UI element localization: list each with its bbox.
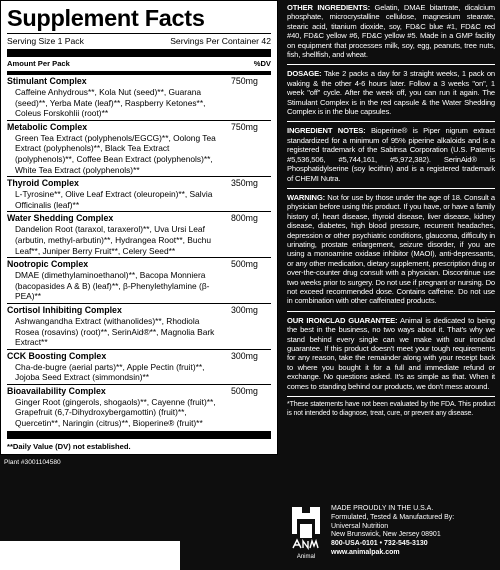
group-ingredients: DMAE (dimethylaminoethanol)**, Bacopa Monniera (bacopasides A & B) (leaf)**, β-Phenylethylamine (β-PEA)** xyxy=(15,270,210,302)
group-ingredients: Caffeine Anhydrous**, Kola Nut (seed)**, Guarana (seed)**, Yerba Mate (leaf)**, Raspberry Ketones**, Coleus Forskohlii (root)** xyxy=(15,87,206,119)
ingredient-group xyxy=(7,213,271,256)
group-amount: 500mg xyxy=(231,259,258,270)
manufactured-by: Formulated, Tested & Manufactured By: xyxy=(331,513,455,521)
divider xyxy=(287,396,495,397)
group-amount: 500mg xyxy=(231,385,258,396)
group-name: Bioavailability Complex xyxy=(7,385,106,396)
supplement-facts-title: Supplement Facts xyxy=(7,5,205,31)
other-ingredients xyxy=(287,3,495,59)
logo-wordmark: Animal xyxy=(296,554,316,560)
fda-disclaimer: *These statements have not been evaluated by the FDA. This product is not intended to diagnose, treat, cure, or prevent any disease. xyxy=(287,401,495,417)
group-amount: 350mg xyxy=(231,178,258,189)
amount-per-pack-label: Amount Per Pack xyxy=(7,59,70,68)
dosage-text: Take 2 packs a day for 3 straight weeks, 1 pack on waking & the other 4-6 hours later. Follow a 3 weeks "on", 1 week "off" cycle. After the week off, you can run it again. The Stimulant Complex is in the red capsule & the Water Shedding Complex is in the blue capsules. xyxy=(287,69,495,117)
group-ingredients: Ashwangandha Extract (withanolides)**, Rhodiola Rosea (rosavins) (root)**, SerinAid®**, Magnolia Bark Extract** xyxy=(15,315,215,348)
group-name: Thyroid Complex xyxy=(7,178,79,189)
ingredient-group xyxy=(7,386,271,429)
blank-label-area xyxy=(0,541,180,570)
company-phone: 800-USA-0101 • 732-545-3130 xyxy=(331,540,428,548)
company-name: Universal Nutrition xyxy=(331,522,389,530)
ingredient-group xyxy=(7,305,271,348)
company-website: www.animalpak.com xyxy=(331,548,400,556)
group-header xyxy=(7,351,271,362)
group-amount: 800mg xyxy=(231,213,258,224)
group-amount: 300mg xyxy=(231,350,258,361)
group-divider xyxy=(7,303,271,304)
divider xyxy=(287,188,495,189)
dosage-label: DOSAGE: xyxy=(287,69,322,79)
divider xyxy=(287,64,495,65)
guarantee-text: Animal is dedicated to being the best in the business, no two ways about it. That's why we stand behind every single can we make with our ironclad guarantee. If this product doesn't meet your tough requirements for any reason, take the remainder along with your receipt back to where you bought it for a full and immediate refund or exchange. No questions asked. It's as simple as that. When it comes to standing behind our products, we don't mess around. xyxy=(287,315,495,391)
group-divider xyxy=(7,257,271,258)
divider xyxy=(287,311,495,312)
group-divider xyxy=(7,176,271,177)
group-name: Stimulant Complex xyxy=(7,76,87,86)
serving-info xyxy=(7,36,271,47)
dv-header: %DV xyxy=(253,59,271,68)
divider-medium xyxy=(7,71,271,75)
info-column xyxy=(287,3,495,422)
serving-size: Serving Size 1 Pack xyxy=(7,36,84,46)
group-ingredients: Green Tea Extract (polyphenols/EGCG)**, Oolong Tea Extract (polyphenols)**, Black Tea Extract (polyphenols)**, Coffee Bean Extract (polyphenols)**, White Tea Extract (polyphenols)** xyxy=(15,132,216,175)
group-ingredients: Dandelion Root (taraxol, taraxerol)**, Uva Ursi Leaf (arbutin, methyl-arbutin)**, Hydrangea Root**, Buchu Leaf**, Juniper Berry Fruit**, Celery Seed** xyxy=(15,224,211,256)
servings-per-container: Servings Per Container 42 xyxy=(170,36,271,46)
ingredient-group xyxy=(7,259,271,302)
divider xyxy=(287,121,495,122)
ingredient-group xyxy=(7,351,271,383)
group-name: Water Shedding Complex xyxy=(7,213,114,224)
group-divider xyxy=(7,349,271,350)
guarantee-label: OUR IRONCLAD GUARANTEE: xyxy=(287,315,398,325)
group-name: CCK Boosting Complex xyxy=(7,350,107,361)
group-name: Cortisol Inhibiting Complex xyxy=(7,304,122,315)
made-in-usa: MADE PROUDLY IN THE U.S.A. xyxy=(331,505,434,512)
ingredient-notes xyxy=(287,126,495,182)
company-address: New Brunswick, New Jersey 08901 xyxy=(331,531,441,539)
group-name: Nootropic Complex xyxy=(7,259,89,270)
group-header xyxy=(7,386,271,397)
warning-text: Not for use by those under the age of 18. Consult a physician before using this product. If you have, or have a family history of, heart disease, thyroid disease, liver disease, kidney disease, diabetes, high blood pressure, recurrent headaches, depression or other psychiatric conditions, glaucoma, difficulty in urinating, prostate enlargement, seizure disorder, if you are using a monoamine oxidase inhibitor (MAOI), anti-depressants, or any other medication, dietary supplement, prescription drug or over-the-counter drug consult with a physician. Discontinue use two weeks prior to surgery. Do not use if pregnant or nursing. Do not exceed recommended dose. Contains caffeine. Do not use in combination with other caffeinated products. xyxy=(287,192,495,306)
group-ingredients: Cha-de-bugre (aerial parts)**, Apple Pectin (fruit)**, Jojoba Seed Extract (simmondsin)** xyxy=(15,361,205,383)
manufacturer-info xyxy=(331,505,454,558)
group-amount: 300mg xyxy=(231,304,258,315)
group-header xyxy=(7,122,271,133)
dv-footnote: **Daily Value (DV) not established. xyxy=(7,441,131,451)
guarantee xyxy=(287,316,495,391)
ingredient-notes-label: INGREDIENT NOTES: xyxy=(287,126,366,136)
divider-thick xyxy=(7,49,271,57)
group-divider xyxy=(7,211,271,212)
group-name: Metabolic Complex xyxy=(7,121,88,132)
other-ingredients-label: OTHER INGREDIENTS: xyxy=(287,3,370,12)
group-divider xyxy=(7,120,271,121)
group-header xyxy=(7,259,271,270)
group-header xyxy=(7,178,271,189)
dosage xyxy=(287,69,495,116)
ingredient-groups xyxy=(7,76,271,429)
warning-label: WARNING: xyxy=(287,192,326,202)
ingredient-group xyxy=(7,122,271,175)
group-amount: 750mg xyxy=(231,76,258,86)
plant-number: Plant #3001104580 xyxy=(4,459,61,466)
group-ingredients: L-Tyrosine**, Olive Leaf Extract (oleuropein)**, Salvia Officinalis (leaf)** xyxy=(15,189,213,210)
group-header xyxy=(7,305,271,316)
ingredient-group xyxy=(7,178,271,210)
divider-thick xyxy=(7,431,271,439)
group-header xyxy=(7,213,271,224)
group-amount: 750mg xyxy=(231,121,258,132)
ingredient-group xyxy=(7,76,271,119)
animal-logo-icon xyxy=(287,504,325,562)
divider xyxy=(7,33,271,34)
amount-header xyxy=(7,58,271,69)
group-ingredients: Ginger Root (gingerols, shogaols)**, Cayenne (fruit)**, Grapefruit (6,7-Dihydroxybergamottin) (fruit)**, Quercetin**, Naringin (citrus)**, Bioperine® (fruit)** xyxy=(15,396,216,429)
group-divider xyxy=(7,384,271,385)
other-ingredients-text: Gelatin, DMAE bitartrate, dicalcium phosphate, microcrystalline cellulose, magnesium stearate, stearic acid, titanium dioxide, soy, FD&C blue #1, FD&C red #40, FD&C yellow #6, FD&C yellow #5. Made in a GMP facility on equipment that processes milk, soy, egg, peanuts, tree nuts, fish, shellfish, and wheat. xyxy=(287,3,495,60)
supplement-facts-panel xyxy=(0,0,278,455)
ingredient-notes-text: Bioperine® is Piper nigrum extract standardized for a minimum of 95% piperine alkaloids and is a registered trademark of the Sabinsa Corporation (U.S. Patents #5,536,506, #5,744,161, #5,972,382). SerinAid® is Phosphatidylserine (soy lecithin) and is a registered trademark of CHEMI Nutra. xyxy=(287,126,495,183)
warning xyxy=(287,193,495,306)
group-header xyxy=(7,76,271,87)
